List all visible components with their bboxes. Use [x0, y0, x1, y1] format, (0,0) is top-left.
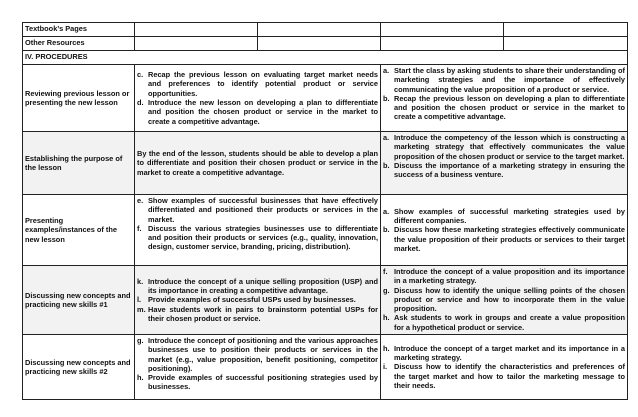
- left-column-cell: [135, 195, 381, 266]
- row-discussing-2: [23, 335, 628, 400]
- procedures-table: [22, 22, 628, 400]
- list-item: f. Discuss the various strategies businesses use to differentiate and position their products or services (e.g., quality, innovation, design, customer service, branding, pricing, distribution).: [137, 223, 378, 252]
- list-item: a. Start the class by asking students to share their understanding of marketing strategies and the importance of effectively communicating the value proposition of a product or service.: [383, 66, 625, 94]
- right-column-cell: [381, 195, 628, 266]
- left-item-list: [137, 336, 378, 392]
- row-presenting: [23, 195, 628, 266]
- right-column-cell: [381, 266, 628, 335]
- right-item-list: [383, 267, 625, 332]
- left-item-list: [137, 196, 378, 252]
- list-item: g. Discuss how to identify the unique selling points of the chosen product or service and how to incorporate them in the value proposition.: [383, 285, 625, 314]
- other-resources-cell-2: [258, 37, 381, 51]
- other-resources-cell-1: [135, 37, 258, 51]
- list-item: h. Provide examples of successful positioning strategies used by businesses.: [137, 373, 378, 392]
- row-label: Establishing the purpose of the lesson: [23, 132, 135, 195]
- right-item-list: [383, 66, 625, 122]
- list-item: b. Discuss the importance of a marketing strategy in ensuring the success of a business venture.: [383, 160, 625, 180]
- list-item: h. Ask students to work in groups and create a value proposition for a hypothetical product or service.: [383, 313, 625, 332]
- list-item: l. Provide examples of successful USPs used by businesses.: [137, 295, 356, 305]
- list-item: g. Introduce the concept of positioning and the various approaches businesses use to position their products or services in the market (e.g., value proposition, benefit positioning, competitor positioning).: [137, 336, 378, 373]
- textbook-pages-cell-1: [135, 23, 258, 37]
- textbook-pages-cell-3: [381, 23, 504, 37]
- lesson-plan-sheet: [22, 22, 627, 400]
- row-establishing: [23, 132, 628, 195]
- right-column-cell: [381, 335, 628, 400]
- procedures-section-heading: IV. PROCEDURES: [23, 51, 628, 65]
- list-item: h. Introduce the concept of a target market and its importance in a marketing strategy.: [383, 343, 625, 363]
- list-item: k. Introduce the concept of a unique selling proposition (USP) and its importance in creating a competitive advantage.: [137, 276, 378, 296]
- other-resources-cell-4: [504, 37, 628, 51]
- other-resources-cell-3: [381, 37, 504, 51]
- left-column-cell: By the end of the lesson, students should be able to develop a plan to differentiate and position their chosen product or service in the market to create a competitive advantage.: [135, 132, 381, 195]
- right-item-list: [383, 344, 625, 390]
- textbook-pages-cell-4: [504, 23, 628, 37]
- textbook-pages-label: Textbook’s Pages: [23, 23, 135, 37]
- left-item-list: [137, 277, 378, 323]
- row-label: Discussing new concepts and practicing new skills #2: [23, 335, 135, 400]
- row-reviewing: [23, 65, 628, 132]
- list-item: m. Have students work in pairs to brainstorm potential USPs for their chosen product or service.: [137, 304, 378, 323]
- list-item: f. Introduce the concept of a value proposition and its importance in a marketing strategy.: [383, 267, 625, 286]
- list-item: b. Discuss how these marketing strategies effectively communicate the value proposition of their products or services to their target market.: [383, 225, 625, 253]
- left-column-cell: [135, 335, 381, 400]
- other-resources-label: Other Resources: [23, 37, 135, 51]
- textbook-pages-cell-2: [258, 23, 381, 37]
- list-item: e. Show examples of successful businesses that have effectively differentiated and positioned their products or services in the market.: [137, 196, 378, 224]
- textbook-pages-row: [23, 23, 628, 37]
- row-label: Reviewing previous lesson or presenting the new lesson: [23, 65, 135, 132]
- row-discussing-1: [23, 266, 628, 335]
- left-item-list: [137, 70, 378, 126]
- right-item-list: [383, 207, 625, 253]
- list-item: d. Introduce the new lesson on developing a plan to differentiate and position the chosen product or service in the market to create a competitive advantage.: [137, 98, 378, 126]
- procedures-section-row: [23, 51, 628, 65]
- list-item: a. Introduce the competency of the lesson which is constructing a marketing strategy that effectively communicates the value proposition of the chosen product or service to the target market.: [383, 133, 625, 161]
- row-label: Presenting examples/instances of the new lesson: [23, 195, 135, 266]
- list-item: a. Show examples of successful marketing strategies used by different companies.: [383, 206, 625, 226]
- list-item: c. Recap the previous lesson on evaluating target market needs and preferences to identify potential product or service opportunities.: [137, 70, 378, 98]
- left-column-cell: [135, 65, 381, 132]
- right-column-cell: [381, 132, 628, 195]
- right-column-cell: [381, 65, 628, 132]
- right-item-list: [383, 133, 625, 179]
- list-item: b. Recap the previous lesson on developing a plan to differentiate and position the chosen product or service in the market to create a competitive advantage.: [383, 93, 625, 122]
- other-resources-row: [23, 37, 628, 51]
- row-label: Discussing new concepts and practicing new skills #1: [23, 266, 135, 335]
- left-column-cell: [135, 266, 381, 335]
- list-item: i. Discuss how to identify the characteristics and preferences of the target market and how to tailor the marketing message to their needs.: [383, 362, 625, 390]
